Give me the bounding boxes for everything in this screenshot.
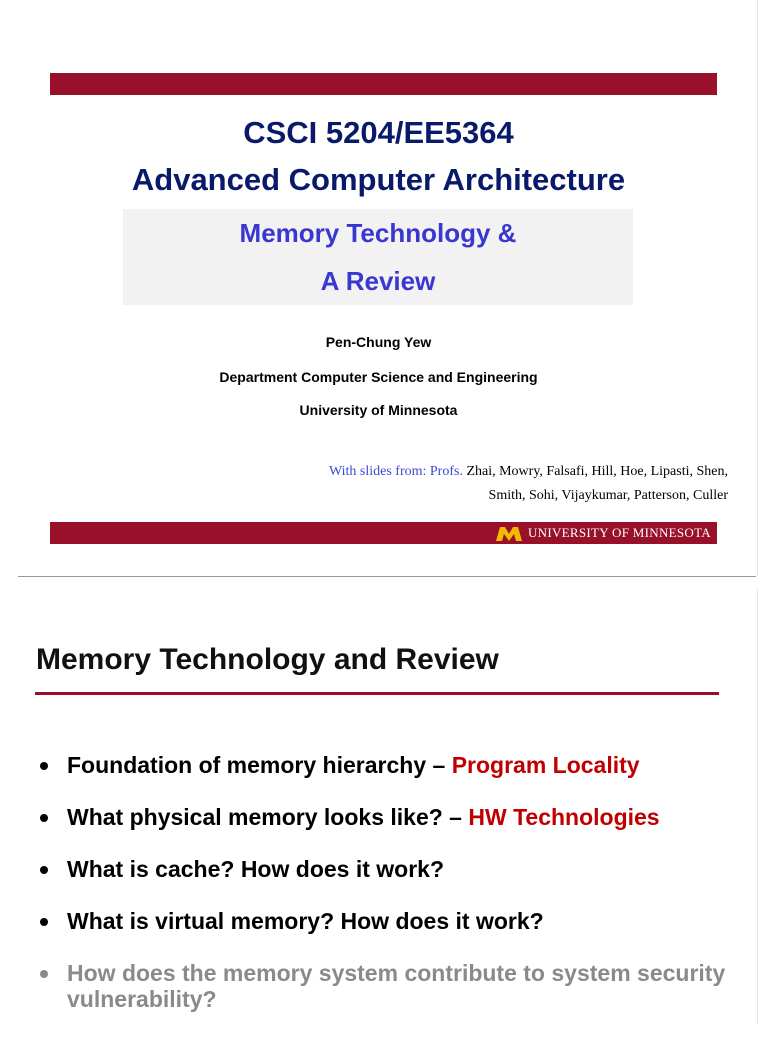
bullet-item [36,804,736,830]
subtitle-line2: A Review [320,266,436,296]
bullet-text: Foundation of memory hierarchy – [67,752,452,778]
credits-names-1: Zhai, Mowry, Falsafi, Hill, Hoe, Lipasti, Shen, [466,464,728,479]
bullet-item [36,856,736,882]
bullet-dot-icon [40,762,48,770]
author-name: Pen-Chung Yew [325,334,432,350]
umn-logo [496,523,711,543]
title-underline [35,692,719,695]
umn-logo-text: UNIVERSITY OF MINNESOTA [527,525,711,540]
bullet-item [36,752,736,778]
top-accent-bar [50,73,717,95]
course-name: Advanced Computer Architecture [131,162,626,197]
umn-m-icon [496,525,522,541]
bullet-text: What physical memory looks like? – [67,804,469,830]
subtitle-line1: Memory Technology & [239,218,517,248]
university-name: University of Minnesota [299,402,458,418]
slide-title: Memory Technology and Review [36,643,499,676]
slide-separator [18,576,756,577]
credits-line2: Smith, Sohi, Vijaykumar, Patterson, Culler [488,488,728,503]
bullet-highlight: Program Locality [451,752,640,778]
bullet-highlight: HW Technologies [468,804,660,830]
bullet-item [36,960,736,1012]
bottom-accent-bar [50,522,717,544]
bullet-text: How does the memory system contribute to system security vulnerability? [67,960,726,1012]
bullet-text: What is cache? How does it work? [67,856,445,882]
credits-line1 [329,463,728,481]
bullet-dot-icon [40,866,48,874]
bullet-list [36,752,736,1038]
bullet-dot-icon [40,814,48,822]
bullet-dot-icon [40,970,48,978]
bullet-text: What is virtual memory? How does it work? [67,908,544,934]
credits-lead: With slides from: Profs. [328,464,463,479]
department-name: Department Computer Science and Engineering [219,369,538,385]
bullet-dot-icon [40,918,48,926]
course-code: CSCI 5204/EE5364 [243,115,514,150]
bullet-item [36,908,736,934]
